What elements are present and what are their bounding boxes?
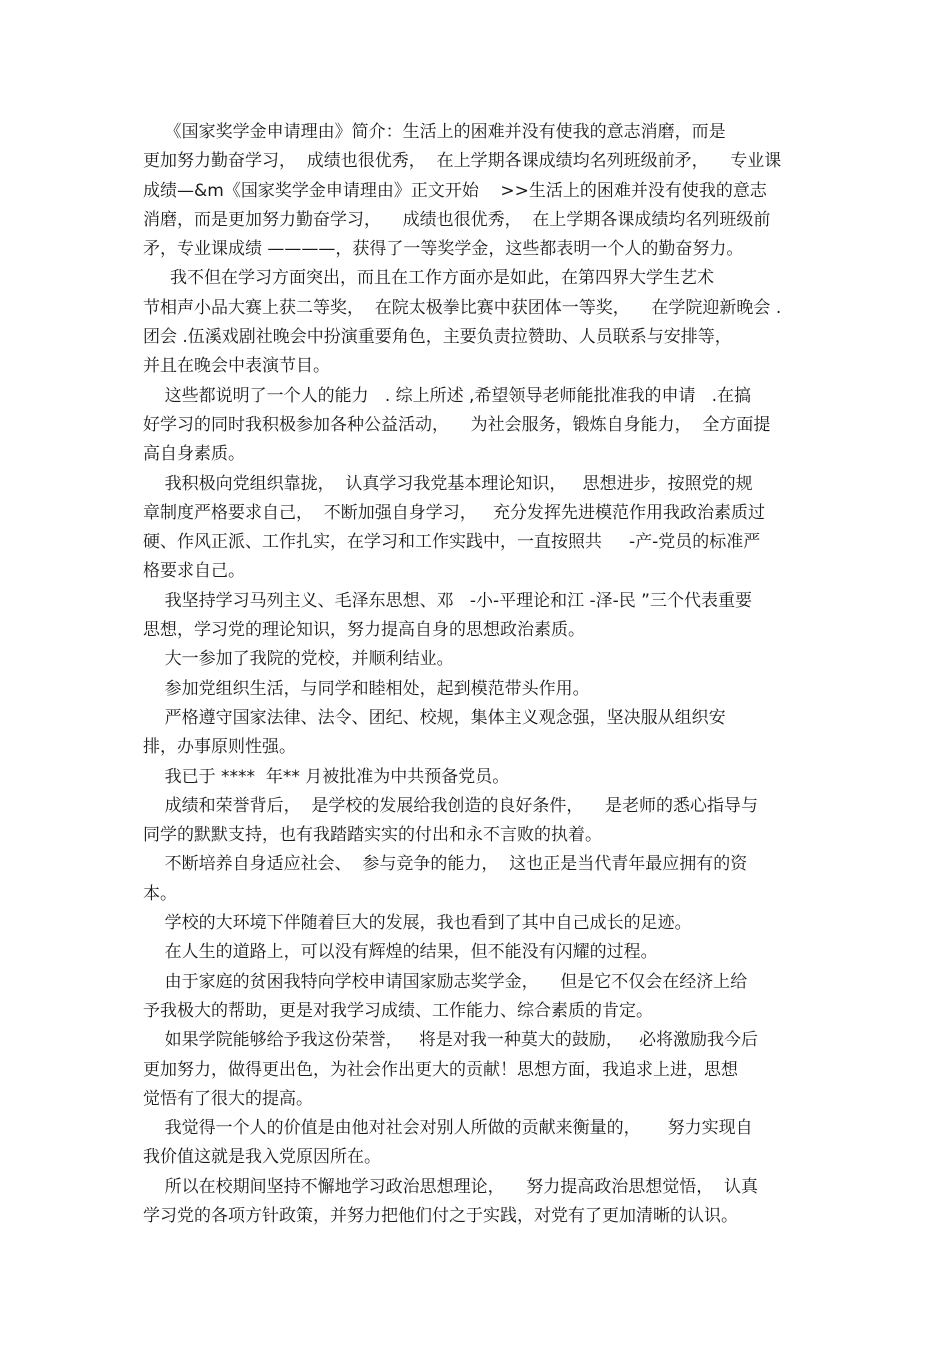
- text-line: 同学的默默支持，也有我踏踏实实的付出和永不言败的执着。: [143, 825, 602, 846]
- text-line: 本。: [143, 883, 177, 904]
- text-line: 我觉得一个人的价值是由他对社会对别人所做的贡献来衡量的， 努力实现自: [143, 1118, 753, 1139]
- text-line: 排，办事原则性强。: [143, 737, 296, 758]
- text-line: 学习党的各项方针政策，并努力把他们付之于实践，对党有了更加清晰的认识。: [143, 1205, 738, 1226]
- text-line: 在人生的道路上，可以没有辉煌的结果，但不能没有闪耀的过程。: [143, 942, 658, 963]
- text-line: 我不但在学习方面突出，而且在工作方面亦是如此，在第四界大学生艺术: [143, 268, 715, 289]
- paragraph-16: [143, 1114, 813, 1173]
- paragraph-2: [143, 264, 813, 381]
- text-line: 我已于 **** 年** 月被批准为中共预备党员。: [143, 766, 510, 787]
- text-line: 格要求自己。: [143, 561, 245, 582]
- text-line: 所以在校期间坚持不懈地学习政治思想理论， 努力提高政治思想觉悟， 认真: [143, 1176, 759, 1197]
- text-line: 学校的大环境下伴随着巨大的发展，我也看到了其中自己成长的足迹。: [143, 913, 692, 934]
- paragraph-1: [143, 118, 813, 264]
- paragraph-8: [143, 704, 813, 763]
- text-line: 思想，学习党的理论知识，努力提高自身的思想政治素质。: [143, 620, 585, 641]
- paragraph-15: [143, 1026, 813, 1114]
- text-line: 矛，专业课成绩 ————，获得了一等奖学金，这些都表明一个人的勤奋努力。: [143, 239, 744, 260]
- text-line: 参加党组织生活，与同学和睦相处，起到模范带头作用。: [143, 678, 590, 699]
- text-line: 团会 .伍溪戏剧社晚会中扮演重要角色，主要负责拉赞助、人员联系与安排等，: [143, 327, 732, 348]
- text-line: 我价值这就是我入党原因所在。: [143, 1147, 381, 1168]
- text-line: 成绩—&m《国家奖学金申请理由》正文开始 >>生活上的困难并没有使我的意志: [143, 180, 767, 201]
- text-line: 成绩和荣誉背后， 是学校的发展给我创造的良好条件， 是老师的悉心指导与: [143, 795, 759, 816]
- text-line: 好学习的同时我积极参加各种公益活动， 为社会服务，锻炼自身能力， 全方面提: [143, 414, 771, 435]
- paragraph-13: [143, 938, 813, 967]
- document-body: [143, 118, 813, 1231]
- paragraph-11: [143, 850, 813, 909]
- text-line: 这些都说明了一个人的能力 . 综上所述 ,希望领导老师能批准我的申请 .在搞: [143, 385, 752, 406]
- text-line: 如果学院能够给予我这份荣誉， 将是对我一种莫大的鼓励， 必将激励我今后: [143, 1030, 759, 1051]
- text-line: 不断培养自身适应社会、 参与竞争的能力， 这也正是当代青年最应拥有的资: [143, 854, 748, 875]
- text-line: 高自身素质。: [143, 444, 245, 465]
- text-line: 大一参加了我院的党校，并顺利结业。: [143, 649, 454, 670]
- paragraph-17: [143, 1173, 813, 1232]
- paragraph-14: [143, 968, 813, 1027]
- text-line: 硬、作风正派、工作扎实，在学习和工作实践中，一直按照共 -产-党员的标准严: [143, 532, 761, 553]
- text-line: 觉悟有了很大的提高。: [143, 1088, 313, 1109]
- text-line: 我积极向党组织靠拢， 认真学习我党基本理论知识， 思想进步，按照党的规: [143, 473, 753, 494]
- text-line: 章制度严格要求自己， 不断加强自身学习， 充分发挥先进模范作用我政治素质过: [143, 502, 766, 523]
- text-line: 消磨，而是更加努力勤奋学习， 成绩也很优秀， 在上学期各课成绩均名列班级前: [143, 209, 771, 230]
- paragraph-5: [143, 587, 813, 646]
- text-line: 并且在晚会中表演节目。: [143, 356, 330, 377]
- paragraph-4: [143, 470, 813, 587]
- paragraph-3: [143, 382, 813, 470]
- text-line: 更加努力勤奋学习， 成绩也很优秀， 在上学期各课成绩均名列班级前矛， 专业课: [143, 151, 782, 172]
- paragraph-12: [143, 909, 813, 938]
- text-line: 予我极大的帮助，更是对我学习成绩、工作能力、综合素质的肯定。: [143, 1000, 653, 1021]
- paragraph-9: [143, 763, 813, 792]
- text-line: 严格遵守国家法律、法令、团纪、校规，集体主义观念强，坚决服从组织安: [143, 707, 726, 728]
- text-line: 我坚持学习马列主义、毛泽东思想、邓 -小-平理论和江 -泽-民 ”三个代表重要: [143, 590, 752, 611]
- text-line: 由于家庭的贫困我特向学校申请国家励志奖学金， 但是它不仅会在经济上给: [143, 971, 748, 992]
- paragraph-6: [143, 645, 813, 674]
- text-line: 节相声小品大赛上获二等奖， 在院太极拳比赛中获团体一等奖， 在学院迎新晚会 .: [143, 297, 782, 318]
- paragraph-7: [143, 675, 813, 704]
- paragraph-10: [143, 792, 813, 851]
- text-line: 《国家奖学金申请理由》简介：生活上的困难并没有使我的意志消磨，而是: [143, 122, 726, 142]
- text-line: 更加努力，做得更出色，为社会作出更大的贡献！思想方面，我追求上进，思想: [143, 1059, 738, 1080]
